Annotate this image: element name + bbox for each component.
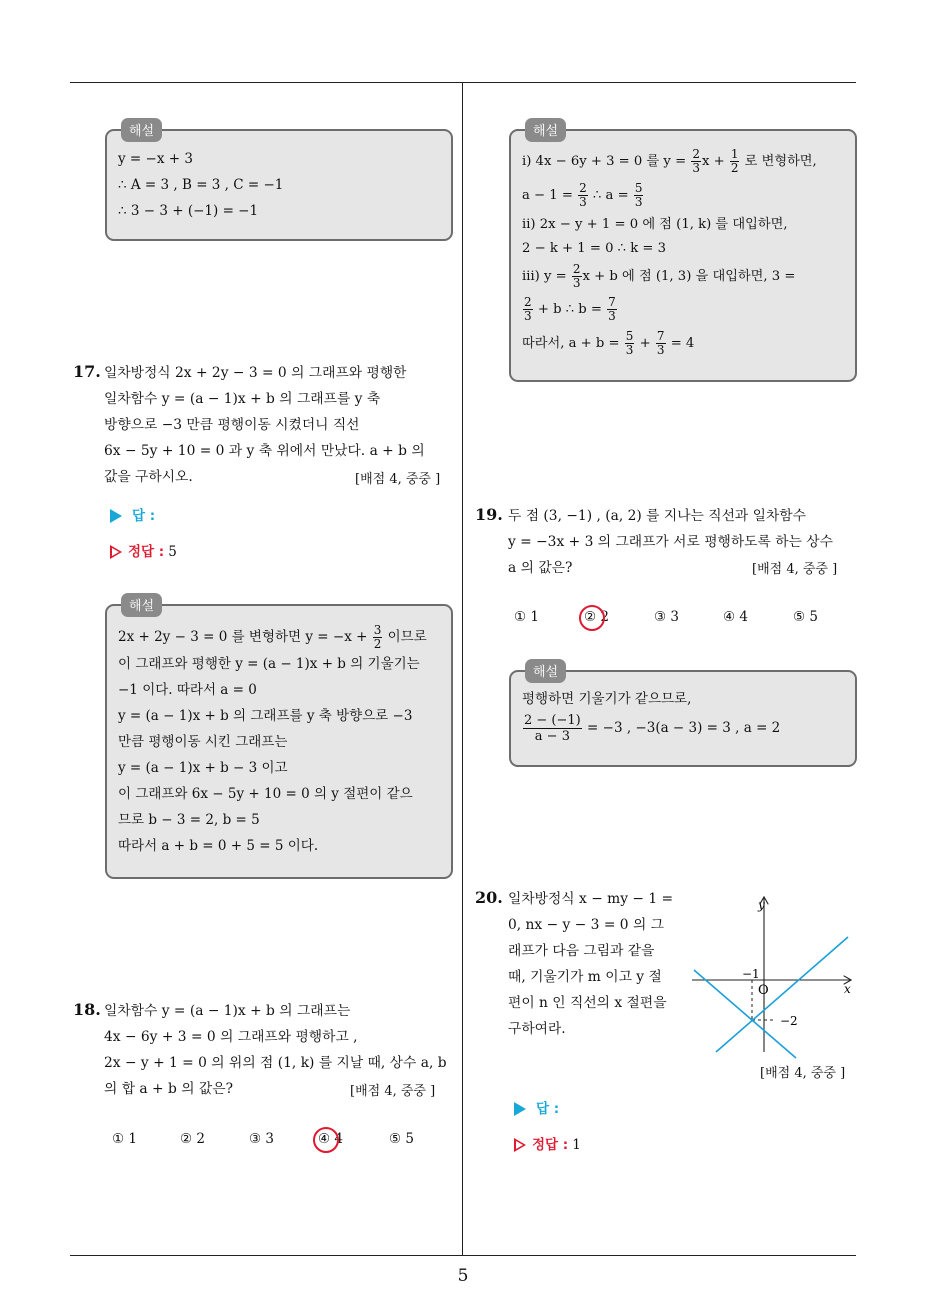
correct-label: 정답 : [128,544,165,560]
tick-label-x: −1 [742,967,760,981]
question-line: 구하여라. [508,1021,566,1037]
hint-line: 2 − k + 1 = 0 ∴ k = 3 [522,241,667,256]
question-line: 의 합 a + b 의 값은? [104,1081,233,1097]
question-line: 두 점 (3, −1) , (a, 2) 를 지나는 직선과 일차함수 [508,508,806,524]
choice-3[interactable]: ③ 3 [249,1131,274,1147]
answer-label: 답 : [536,1101,560,1117]
hint-line: a − 1 = $\frac{2}{3}$ ∴ a = $\frac{5}{3}$ [522,181,643,209]
hint-tag: 해설 [525,118,566,142]
hint-tag: 해설 [525,659,566,683]
hint-line: 만큼 평행이동 시킨 그래프는 [118,734,288,750]
play-icon [110,509,122,523]
hint-tag: 해설 [121,118,162,142]
question-line: 방향으로 −3 만큼 평행이동 시켰더니 직선 [104,417,360,433]
origin-label: O [758,983,769,998]
bottom-rule [70,1255,856,1256]
question-line: 편이 n 인 직선의 x 절편을 [508,995,667,1011]
hint-line: ⅰ) 4x − 6y + 3 = 0 를 y = $\frac{2}{3}$ x + $\frac{1}{2}$ 로 변형하면, [522,147,817,175]
correct-value: 5 [168,544,177,560]
choice-5[interactable]: ⑤ 5 [389,1131,414,1147]
hint-line: −1 이다. 따라서 a = 0 [118,682,257,698]
selected-circle-icon [313,1127,339,1153]
choices-18 [112,1131,442,1151]
hint-line: y = (a − 1)x + b − 3 이고 [118,760,288,776]
question-line: a 의 값은? [508,560,573,576]
outline-triangle-icon [514,1138,526,1152]
hint-line: 므로 b − 3 = 2, b = 5 [118,812,260,828]
question-line: y = −3x + 3 의 그래프가 서로 평행하도록 하는 상수 [508,534,833,550]
hint-line: ⅱ) 2x − y + 1 = 0 에 점 (1, k) 를 대입하면, [522,217,788,232]
hint-line: ∴ 3 − 3 + (−1) = −1 [118,203,259,219]
page-number: 5 [457,1266,469,1286]
selected-circle-icon [579,605,605,631]
question-line: 일차방정식 2x + 2y − 3 = 0 의 그래프와 평행한 [104,365,407,381]
outline-triangle-icon [110,545,122,559]
x-axis-label: x [844,982,851,996]
question-line: 일차함수 y = (a − 1)x + b 의 그래프는 [104,1003,351,1019]
points-17: [배점 4, 중중 ] [355,472,441,487]
hint-line: $\frac{2 - (-1)}{a - 3}$ = −3 , −3(a − 3) = 3 , a = 2 [524,713,781,744]
graph-line-1 [716,937,848,1052]
question-line: 0, nx − y − 3 = 0 의 그 [508,917,664,933]
hint-line: 따라서 a + b = 0 + 5 = 5 이다. [118,838,319,854]
points-18: [배점 4, 중중 ] [350,1084,436,1099]
correct-label: 정답 : [532,1137,569,1153]
question-line: 2x − y + 1 = 0 의 위의 점 (1, k) 를 지날 때, 상수 a, b [104,1055,447,1071]
choice-2[interactable]: ② 2 [180,1131,205,1147]
correct-answer-17 [110,540,177,560]
hint-line: ∴ A = 3 , B = 3 , C = −1 [118,177,284,193]
answer-field-20[interactable] [514,1097,559,1117]
fraction: $\frac{3}{2}$ [373,623,382,651]
question-number-20: 20. [475,888,503,907]
question-line: 일차방정식 x − my − 1 = [508,891,674,907]
hint-line: $\frac{2}{3}$ + b ∴ b = $\frac{7}{3}$ [524,295,616,323]
choice-1[interactable]: ① 1 [514,609,539,625]
play-icon [514,1102,526,1116]
correct-value: 1 [572,1137,581,1153]
choice-2[interactable]: ② 2 [584,609,609,625]
answer-label: 답 : [132,508,156,524]
question-number-18: 18. [73,1000,101,1019]
points-19: [배점 4, 중중 ] [752,562,838,577]
hint-line: 따라서, a + b = $\frac{5}{3}$ + $\frac{7}{3}$ = 4 [522,329,695,357]
hint-tag: 해설 [121,593,162,617]
question-number-19: 19. [475,505,503,524]
choice-4[interactable]: ④ 4 [318,1131,343,1147]
question-line: 래프가 다음 그림과 같을 [508,943,655,959]
tick-label-y: −2 [780,1014,798,1028]
coordinate-graph [688,892,858,1062]
question-line: 4x − 6y + 3 = 0 의 그래프와 평행하고 , [104,1029,358,1045]
hint-line: 이 그래프와 평행한 y = (a − 1)x + b 의 기울기는 [118,656,420,672]
choice-1[interactable]: ① 1 [112,1131,137,1147]
choice-3[interactable]: ③ 3 [654,609,679,625]
choices-19 [514,609,844,629]
hint-box-18 [509,124,857,382]
question-line: 일차함수 y = (a − 1)x + b 의 그래프를 y 축 [104,391,381,407]
choice-5[interactable]: ⑤ 5 [793,609,818,625]
hint-box-19 [509,665,857,767]
question-line: 값을 구하시오. [104,469,193,485]
hint-line: 평행하면 기울기가 같으므로, [522,691,692,707]
choice-4[interactable]: ④ 4 [723,609,748,625]
question-line: 6x − 5y + 10 = 0 과 y 축 위에서 만났다. a + b 의 [104,443,425,459]
hint-line: y = (a − 1)x + b 의 그래프를 y 축 방향으로 −3 [118,708,413,724]
hint-line: y = −x + 3 [118,151,193,167]
hint-box-16 [105,124,453,241]
hint-line: 이 그래프와 6x − 5y + 10 = 0 의 y 절편이 같으 [118,786,413,802]
hint-line: 2x + 2y − 3 = 0 를 변형하면 y = −x + $\frac{3}{2}$ 이므로 [118,623,427,651]
question-20-text [508,886,683,1042]
question-number-17: 17. [73,362,101,381]
correct-answer-20 [514,1133,581,1153]
hint-line: ⅲ) y = $\frac{2}{3}$ x + b 에 점 (1, 3) 을 대입하면, 3 = [522,262,796,290]
question-line: 때, 기울기가 m 이고 y 절 [508,969,662,985]
points-20: [배점 4, 중중 ] [760,1066,846,1081]
answer-field-17[interactable] [110,504,155,524]
top-rule [70,82,856,83]
hint-box-17 [105,599,453,879]
y-axis-label: y [758,898,765,912]
